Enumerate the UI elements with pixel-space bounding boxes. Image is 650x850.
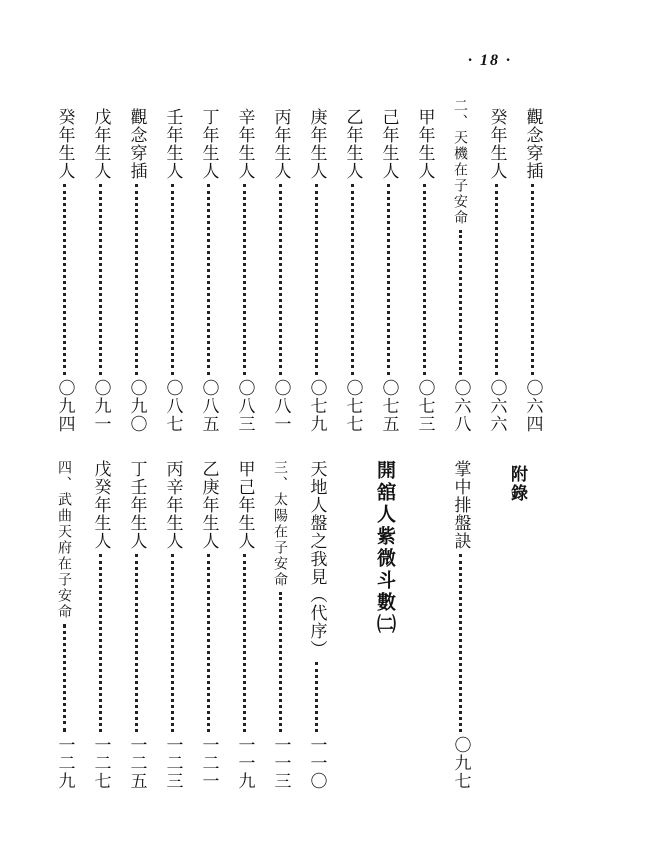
leader-dots (279, 592, 282, 732)
toc-entry (231, 108, 257, 433)
toc-entry (375, 108, 401, 433)
toc-title: 乙庚年生人 (198, 460, 219, 550)
toc-page: 一二五 (126, 736, 147, 790)
toc-page: 一二一 (198, 736, 219, 790)
toc-title: 辛年生人 (234, 108, 255, 180)
toc-title: 天地人盤之我見（代序） (306, 460, 327, 658)
toc-title: 觀念穿插 (522, 108, 543, 180)
toc-entry (267, 108, 293, 433)
toc-title: 乙年生人 (342, 108, 363, 180)
toc-page: 〇九〇 (126, 379, 147, 433)
toc-entry (303, 460, 329, 790)
toc-entry (87, 108, 113, 433)
toc-title: 觀念穿插 (126, 108, 147, 180)
leader-dots (171, 554, 174, 732)
toc-page: 〇九七 (450, 736, 471, 790)
book-heading: 開舘人紫微斗數㈡ (374, 460, 396, 636)
leader-dots (315, 662, 318, 732)
toc-title: 丁壬年生人 (126, 460, 147, 550)
leader-dots (423, 184, 426, 375)
leader-dots (135, 554, 138, 732)
toc-entry (159, 460, 185, 790)
toc-title: 壬年生人 (162, 108, 183, 180)
toc-title: 丙辛年生人 (162, 460, 183, 550)
leader-dots (171, 184, 174, 375)
toc-entry (51, 108, 77, 433)
toc-entry (447, 98, 473, 433)
leader-dots (207, 554, 210, 732)
toc-page: 一二七 (90, 736, 111, 790)
leader-dots (135, 184, 138, 375)
toc-page: 一一九 (234, 736, 255, 790)
toc-page: 一二九 (54, 736, 75, 790)
toc-title: 甲年生人 (414, 108, 435, 180)
leader-dots (243, 554, 246, 732)
leader-dots (99, 554, 102, 732)
toc-entry (411, 108, 437, 433)
leader-dots (315, 184, 318, 375)
toc-title: 三、太陽在子安命 (272, 460, 288, 588)
toc-page: 〇六四 (522, 379, 543, 433)
toc-title: 己年生人 (378, 108, 399, 180)
toc-entry (303, 108, 329, 433)
page-number: · 18 · (468, 52, 512, 69)
toc-entry (51, 460, 77, 790)
leader-dots (63, 184, 66, 375)
leader-dots (459, 554, 462, 732)
toc-page: 〇八五 (198, 379, 219, 433)
toc-entry (447, 460, 473, 790)
toc-entry (123, 108, 149, 433)
toc-entry (519, 108, 545, 433)
toc-entry (123, 460, 149, 790)
toc-title: 丁年生人 (198, 108, 219, 180)
leader-dots (351, 184, 354, 375)
leader-dots (459, 230, 462, 375)
toc-title: 戊年生人 (90, 108, 111, 180)
toc-page: 〇七五 (378, 379, 399, 433)
toc-page: 一一三 (270, 736, 291, 790)
toc-title: 二、天機在子安命 (452, 98, 468, 226)
toc-page: 〇六八 (450, 379, 471, 433)
toc-page: 〇九四 (54, 379, 75, 433)
leader-dots (495, 184, 498, 375)
toc-entry (231, 460, 257, 790)
toc-entry (483, 108, 509, 433)
toc-title: 掌中排盤訣 (450, 460, 471, 550)
leader-dots (531, 184, 534, 375)
toc-page: 〇七三 (414, 379, 435, 433)
toc-page: 一一〇 (306, 736, 327, 790)
toc-page: 〇七九 (306, 379, 327, 433)
toc-page: 〇七七 (342, 379, 363, 433)
toc-page: 〇八一 (270, 379, 291, 433)
appendix-heading: 附錄 (507, 465, 527, 503)
toc-entry (195, 460, 221, 790)
toc-title: 癸年生人 (54, 108, 75, 180)
toc-entry (267, 460, 293, 790)
toc-entry (159, 108, 185, 433)
toc-title: 甲己年生人 (234, 460, 255, 550)
toc-title: 癸年生人 (486, 108, 507, 180)
toc-title: 四、武曲天府在子安命 (56, 460, 72, 620)
toc-page: 〇九一 (90, 379, 111, 433)
toc-title: 戊癸年生人 (90, 460, 111, 550)
leader-dots (63, 624, 66, 732)
toc-entry (339, 108, 365, 433)
leader-dots (99, 184, 102, 375)
toc-page: 一二三 (162, 736, 183, 790)
toc-page: 〇六六 (486, 379, 507, 433)
toc-entry (195, 108, 221, 433)
leader-dots (279, 184, 282, 375)
toc-page: 〇八七 (162, 379, 183, 433)
leader-dots (207, 184, 210, 375)
toc-page: 〇八三 (234, 379, 255, 433)
toc-title: 丙年生人 (270, 108, 291, 180)
leader-dots (387, 184, 390, 375)
toc-title: 庚年生人 (306, 108, 327, 180)
toc-entry (87, 460, 113, 790)
leader-dots (243, 184, 246, 375)
